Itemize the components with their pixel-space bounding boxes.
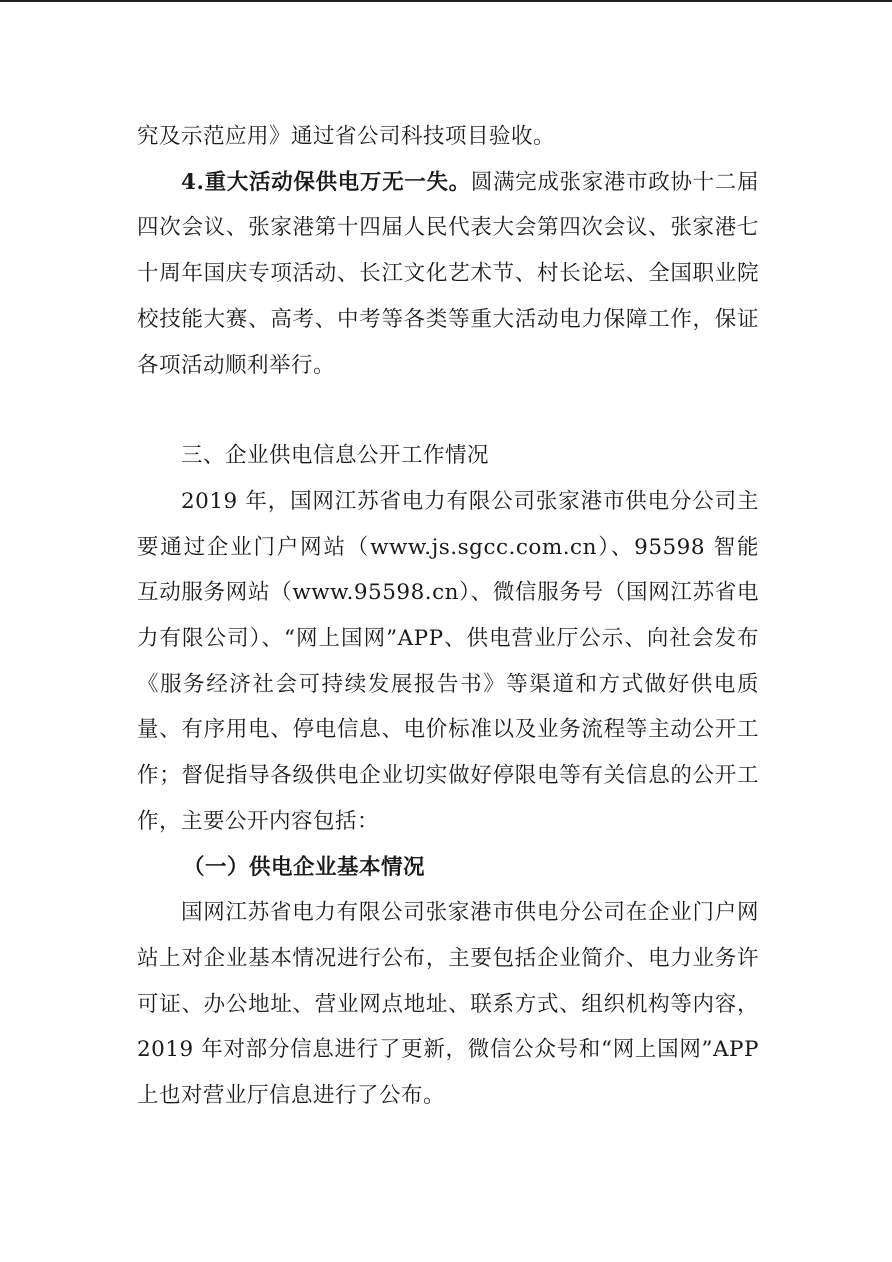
section-3-title: 三、企业供电信息公开工作情况: [181, 443, 490, 469]
section-3-body: 2019 年，国网江苏省电力有限公司张家港市供电分公司主要通过企业门户网站（www.js.sgcc.com.cn）、95598 智能互动服务网站（www.95598.cn）、微信服务号（国网江苏省电力有限公司）、“网上国网”APP、供电营业厅公示、向社会发布《服务经济社会可持续发展报告书》等渠道和方式做好供电质量、有序用电、停电信息、电价标准以及业务流程等主动公开工作；督促指导各级供电企业切实做好停限电等有关信息的公开工作，主要公开内容包括：: [137, 488, 759, 834]
subsection-1-body: 国网江苏省电力有限公司张家港市供电分公司在企业门户网站上对企业基本情况进行公布，主要包括企业简介、电力业务许可证、办公地址、营业网点地址、联系方式、组织机构等内容，2019 年对部分信息进行了更新，微信公众号和“网上国网”APP 上也对营业厅信息进行了公布。: [137, 900, 759, 1109]
paragraph-continuation: 究及示范应用》通过省公司科技项目验收。: [137, 124, 556, 149]
item-4-lead: 4.重大活动保供电万无一失。: [181, 169, 471, 195]
section-gap: [137, 388, 759, 433]
item-4-body: 圆满完成张家港市政协十二届四次会议、张家港第十四届人民代表大会第四次会议、张家港七十周年国庆专项活动、长江文化艺术节、村长论坛、全国职业院校技能大赛、高考、中考等各类等重大活动电力保障工作，保证各项活动顺利举行。: [137, 169, 759, 378]
paragraph-item-4: [137, 160, 759, 389]
subsection-1-title: （一）供电企业基本情况: [183, 854, 426, 880]
document-page: [137, 114, 759, 1119]
page-top-border: [0, 0, 892, 2]
